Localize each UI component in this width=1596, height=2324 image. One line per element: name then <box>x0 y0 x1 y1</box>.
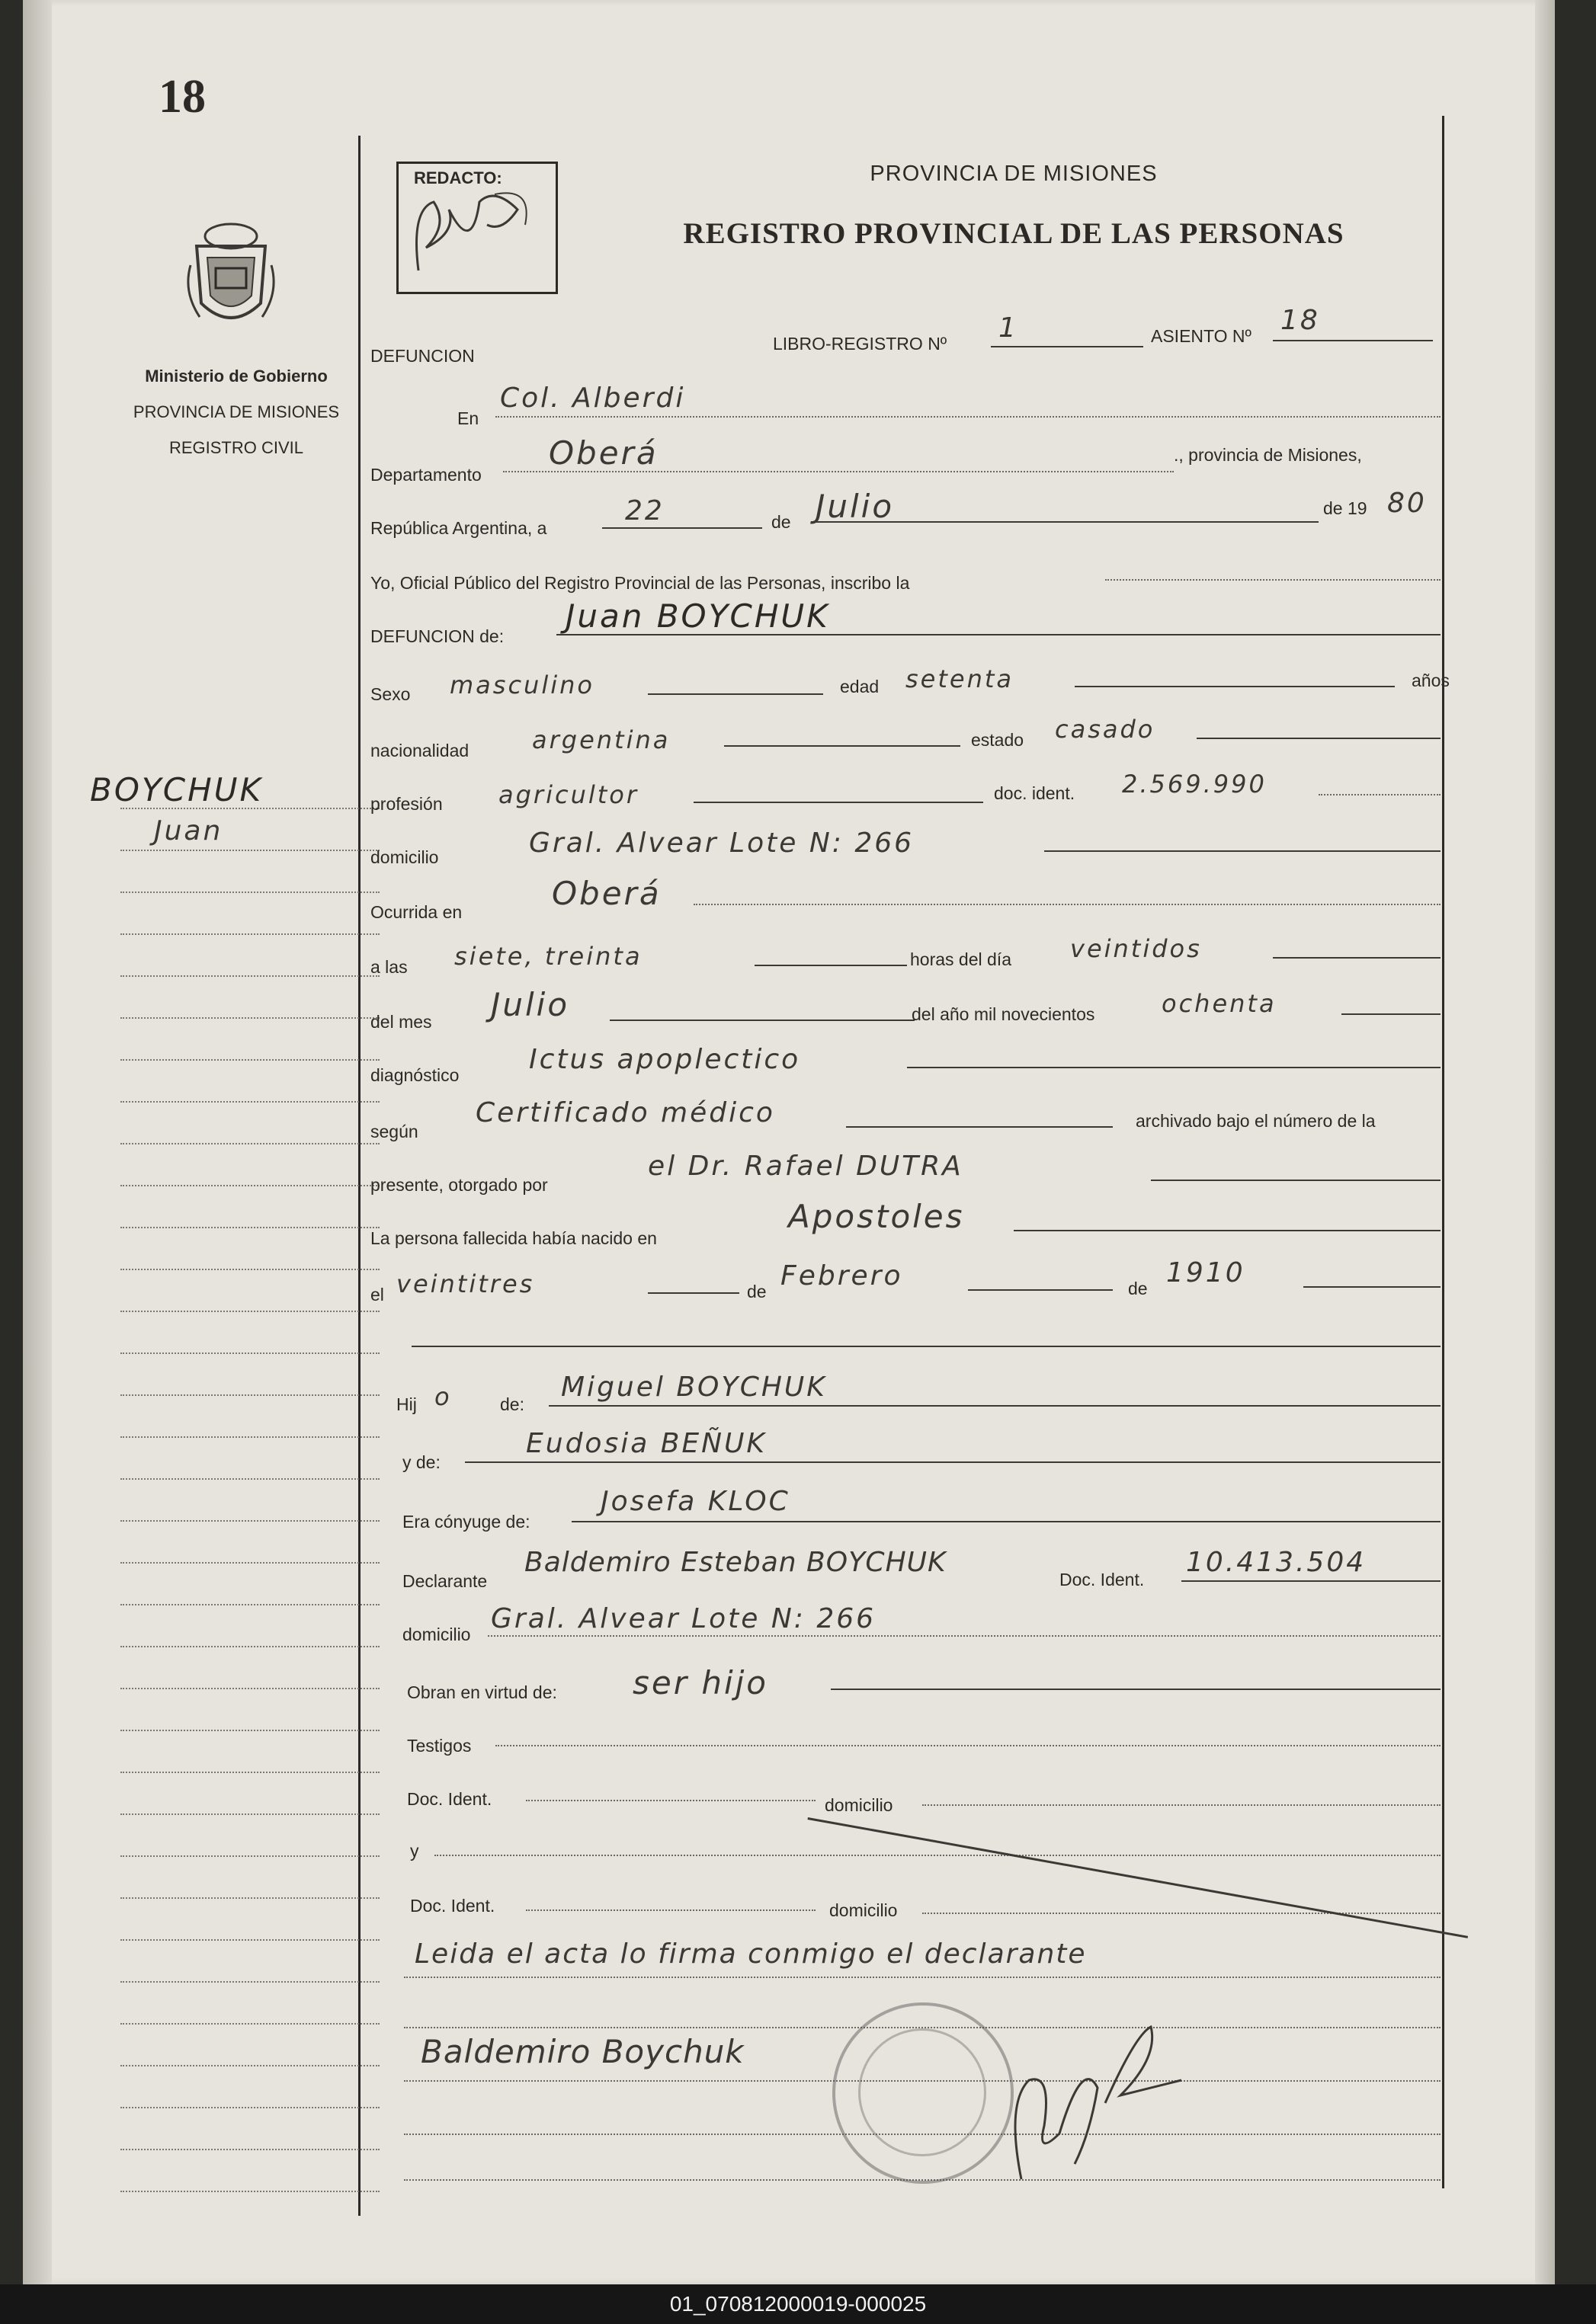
domicilio-t1-label: domicilio <box>825 1795 893 1815</box>
y-label: y <box>410 1841 419 1861</box>
province-title: PROVINCIA DE MISIONES <box>870 162 1158 186</box>
nacionalidad-value: argentina <box>532 725 671 754</box>
de2-value: Febrero <box>780 1260 903 1292</box>
de2-label: de <box>747 1282 767 1301</box>
ocurrida-value: Oberá <box>552 875 662 912</box>
profesion-label: profesión <box>370 794 443 814</box>
registry-title: REGISTRO PROVINCIAL DE LAS PERSONAS <box>683 217 1344 250</box>
book-binding-edge <box>23 0 52 2284</box>
redacto-initials-icon <box>403 179 548 286</box>
y-de-label: y de: <box>402 1452 441 1472</box>
testigos-label: Testigos <box>407 1736 472 1756</box>
a-las-label: a las <box>370 957 408 977</box>
del-mes-label: del mes <box>370 1012 432 1032</box>
del-anio-value: ochenta <box>1162 989 1277 1018</box>
departamento-label: Departamento <box>370 465 482 485</box>
conyuge-value: Josefa KLOC <box>601 1486 790 1517</box>
hijo-label: Hij <box>396 1394 417 1414</box>
coat-of-arms-icon <box>181 219 280 334</box>
presente-value: el Dr. Rafael DUTRA <box>648 1151 963 1182</box>
redacto-box <box>396 162 558 294</box>
page-number: 18 <box>159 71 206 123</box>
diagnostico-value: Ictus apoplectico <box>529 1044 801 1075</box>
del-mes-value: Julio <box>491 986 570 1023</box>
act-type-label: DEFUNCION <box>370 346 475 366</box>
el-value: veintitres <box>396 1269 535 1298</box>
closing-text: Leida el acta lo firma conmigo el declarante <box>415 1938 1087 1970</box>
declarante-doc-label: Doc. Ident. <box>1059 1570 1145 1589</box>
hijo-value: Miguel BOYCHUK <box>561 1372 827 1403</box>
nacido-label: La persona fallecida había nacido en <box>370 1228 657 1248</box>
hijo-suffix: o <box>434 1382 452 1411</box>
profesion-value: agricultor <box>498 780 639 809</box>
anio-label: de 19 <box>1323 498 1367 518</box>
archivado-label: archivado bajo el número de la <box>1136 1111 1376 1131</box>
mes-value: Julio <box>816 488 895 525</box>
ministry-block <box>95 358 377 466</box>
estado-value: casado <box>1055 715 1155 744</box>
ministry-province: PROVINCIA DE MISIONES <box>133 402 340 421</box>
nacido-value: Apostoles <box>788 1198 965 1235</box>
estado-label: estado <box>971 730 1024 750</box>
file-id-bar: 01_070812000019-000025 <box>0 2284 1596 2324</box>
asiento-label: ASIENTO Nº <box>1151 326 1251 346</box>
horas-label: horas del día <box>910 949 1011 969</box>
domicilio-label: domicilio <box>370 847 439 867</box>
official-signature-icon <box>998 2012 1197 2194</box>
de-label: de <box>771 512 791 532</box>
declarante-doc-value: 10.413.504 <box>1186 1547 1367 1578</box>
nacionalidad-label: nacionalidad <box>370 741 470 760</box>
declarante-label: Declarante <box>402 1571 488 1591</box>
redacto-label: REDACTO: <box>414 168 502 187</box>
doc-label: doc. ident. <box>994 783 1075 803</box>
anos-label: años <box>1412 671 1450 690</box>
ocurrida-label: Ocurrida en <box>370 902 463 922</box>
en-value: Col. Alberdi <box>500 383 686 414</box>
domicilio2-label: domicilio <box>402 1625 471 1644</box>
el-label: el <box>370 1285 384 1304</box>
presente-label: presente, otorgado por <box>370 1175 548 1195</box>
de3-label: de <box>1128 1279 1148 1298</box>
departamento-value: Oberá <box>549 434 659 472</box>
anio-value: 80 <box>1387 488 1427 519</box>
doc-ident-1-label: Doc. Ident. <box>407 1789 492 1809</box>
domicilio-value: Gral. Alvear Lote N: 266 <box>529 827 915 859</box>
edad-value: setenta <box>905 664 1014 693</box>
margin-name: Juan <box>154 815 223 847</box>
dia-value: 22 <box>625 495 665 527</box>
right-rule <box>1442 116 1444 2188</box>
ministry-name: Ministerio de Gobierno <box>145 367 328 386</box>
page-edge <box>1535 0 1555 2284</box>
asiento-value: 18 <box>1280 305 1320 336</box>
declarant-signature: Baldemiro Boychuk <box>421 2033 745 2070</box>
edad-label: edad <box>840 677 880 696</box>
sexo-label: Sexo <box>370 684 411 704</box>
y-de-value: Eudosia BEÑUK <box>526 1428 768 1459</box>
defuncion-de-label: DEFUNCION de: <box>370 626 505 646</box>
margin-surname: BOYCHUK <box>90 771 263 808</box>
obran-label: Obran en virtud de: <box>407 1682 557 1702</box>
conyuge-label: Era cónyuge de: <box>402 1512 530 1532</box>
segun-value: Certificado médico <box>476 1097 775 1128</box>
declarante-value: Baldemiro Esteban BOYCHUK <box>524 1547 947 1578</box>
libro-label: LIBRO-REGISTRO Nº <box>773 334 947 354</box>
obran-value: ser hijo <box>633 1664 768 1701</box>
a-las-value: siete, treinta <box>454 942 643 971</box>
official-stamp-icon <box>832 2002 1014 2184</box>
de3-value: 1910 <box>1166 1257 1245 1288</box>
cancel-stroke <box>807 1817 1468 1938</box>
register-page <box>23 0 1555 2284</box>
horas-value: veintidos <box>1070 934 1202 963</box>
deceased-name: Juan BOYCHUK <box>566 597 830 635</box>
domicilio-t2-label: domicilio <box>829 1900 898 1920</box>
del-anio-label: del año mil novecientos <box>912 1004 1095 1024</box>
diagnostico-label: diagnóstico <box>370 1065 460 1085</box>
doc-value: 2.569.990 <box>1122 770 1267 799</box>
segun-label: según <box>370 1122 418 1141</box>
yo-statement: Yo, Oficial Público del Registro Provincial de las Personas, inscribo la <box>370 573 910 593</box>
hijo-de-label: de: <box>500 1394 524 1414</box>
republica-label: República Argentina, a <box>370 518 547 538</box>
sexo-value: masculino <box>450 671 594 699</box>
doc-ident-2-label: Doc. Ident. <box>410 1896 495 1916</box>
en-label: En <box>457 408 479 428</box>
domicilio2-value: Gral. Alvear Lote N: 266 <box>491 1603 877 1634</box>
ministry-registry: REGISTRO CIVIL <box>168 438 304 457</box>
provincia-suffix: ., provincia de Misiones, <box>1174 445 1362 465</box>
libro-value: 1 <box>998 312 1018 344</box>
